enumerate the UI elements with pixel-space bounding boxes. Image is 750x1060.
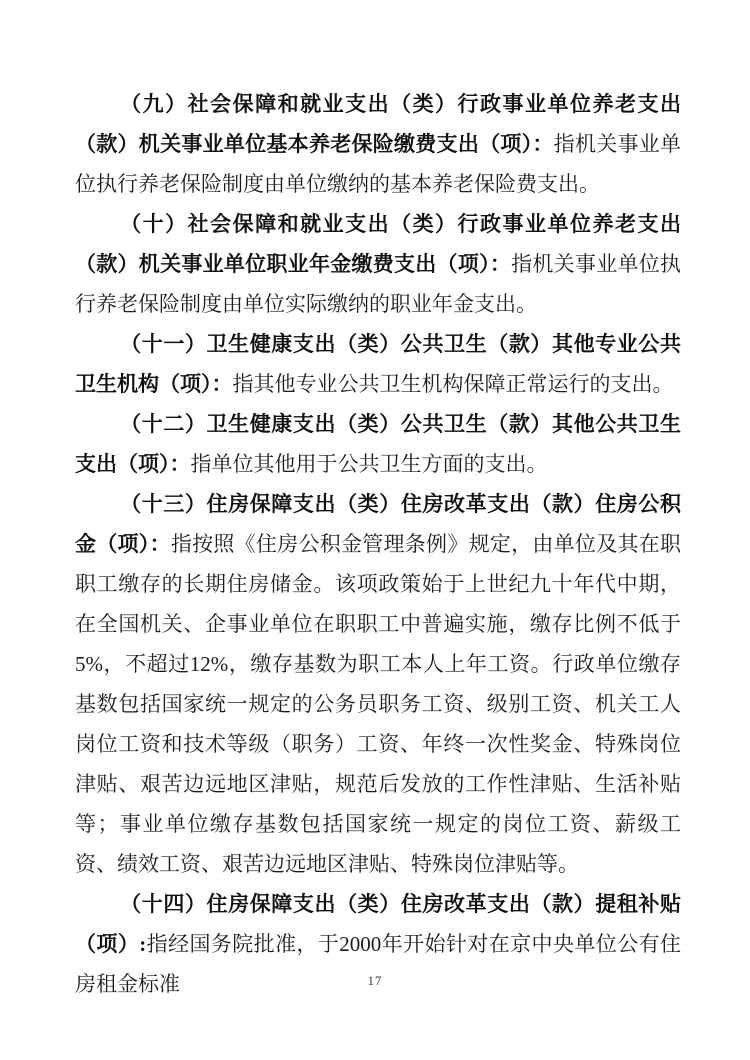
paragraph-11: [75, 324, 681, 404]
paragraph-12-text: 指单位其他用于公共卫生方面的支出。: [190, 452, 548, 476]
page-footer: [0, 972, 750, 990]
paragraph-11-text: 指其他专业公共卫生机构保障正常运行的支出。: [232, 372, 674, 396]
paragraph-10: [75, 204, 681, 324]
paragraph-9: [75, 84, 681, 204]
paragraph-12-heading: （十二）卫生健康支出（类）公共卫生（款）其他公共卫生支出（项）：: [75, 412, 681, 476]
paragraph-13-heading: （十三）住房保障支出（类）住房改革支出（款）住房公积金（项）：: [75, 492, 681, 556]
paragraph-9-heading: （九）社会保障和就业支出（类）行政事业单位养老支出（款）机关事业单位基本养老保险缴费支出（项）：: [75, 92, 681, 156]
paragraph-13-text: 指按照《住房公积金管理条例》规定，由单位及其在职职工缴存的长期住房储金。该项政策始于上世纪九十年代中期，在全国机关、企事业单位在职职工中普遍实施，缴存比例不低于5%，不超过12%，缴存基数为职工本人上年工资。行政单位缴存基数包括国家统一规定的公务员职务工资、级别工资、机关工人岗位工资和技术等级（职务）工资、年终一次性奖金、特殊岗位津贴、艰苦边远地区津贴，规范后发放的工作性津贴、生活补贴等；事业单位缴存基数包括国家统一规定的岗位工资、薪级工资、绩效工资、艰苦边远地区津贴、特殊岗位津贴等。: [75, 532, 682, 876]
paragraph-9-text: 指机关事业单位执行养老保险制度由单位缴纳的基本养老保险费支出。: [75, 132, 682, 196]
paragraph-10-heading: （十）社会保障和就业支出（类）行政事业单位养老支出（款）机关事业单位职业年金缴费支出（项）：: [75, 212, 681, 276]
paragraph-12: [75, 404, 681, 484]
paragraph-10-text: 指机关事业单位执行养老保险制度由单位实际缴纳的职业年金支出。: [75, 252, 681, 316]
paragraph-14-text: 指经国务院批准，于2000年开始针对在京中央单位公有住房租金标准: [75, 932, 681, 996]
paragraph-11-heading: （十一）卫生健康支出（类）公共卫生（款）其他专业公共卫生机构（项）：: [75, 332, 681, 396]
page-number: 17: [367, 973, 383, 988]
document-body: [75, 84, 681, 1004]
paragraph-14-heading: （十四）住房保障支出（类）住房改革支出（款）提租补贴（项）:: [75, 892, 681, 956]
paragraph-13: [75, 484, 681, 884]
